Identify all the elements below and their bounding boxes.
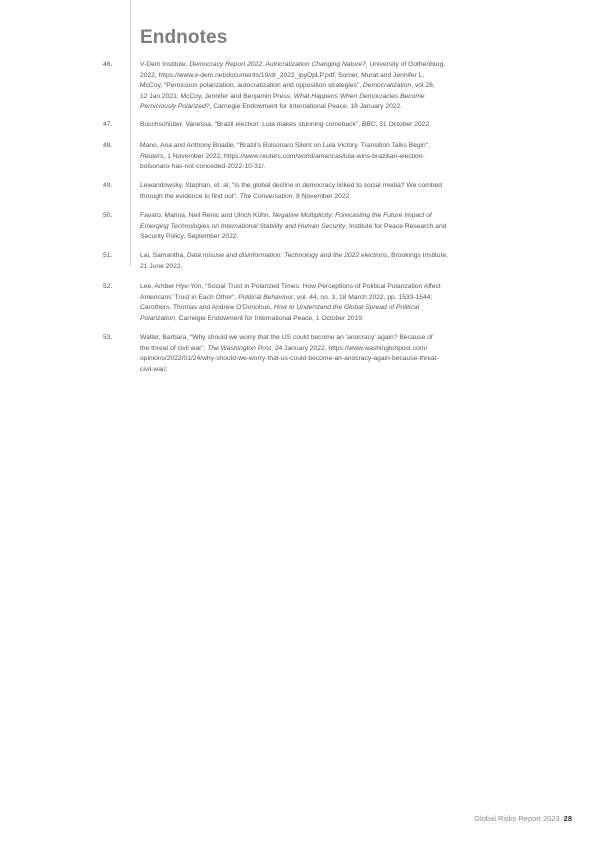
footer-report-title: Global Risks Report 2023 (474, 814, 560, 823)
endnote-47 (0, 120, 600, 141)
endnote-line: Reuters, 1 November 2022, https://www.reuters.com/world/americas/lula-wins-brazilian-election- (140, 152, 425, 160)
endnote-italic-title: Democracy Report 2022: Autocratization Changing Nature? (189, 61, 366, 68)
endnote-number: 48. (103, 142, 113, 149)
endnote-line: Security Policy, September 2022. (140, 233, 239, 241)
endnote-line: 12 Jan 2021; McCoy, Jennifer and Benjamin Press, What Happens When Democracies Become (140, 92, 425, 100)
endnote-italic-title: Polarization (140, 314, 175, 322)
endnote-48 (0, 141, 600, 181)
endnote-line: through the evidence to find out”, The Conversation, 8 November 2022. (140, 192, 352, 200)
endnote-49 (0, 181, 600, 211)
endnote-line: Lewandowsky, Stephan, et. al, “Is the global decline in democracy linked to social media? We combed (140, 182, 442, 189)
page-footer (474, 814, 572, 823)
page-title: Endnotes (140, 27, 228, 48)
endnote-number: 47. (103, 121, 113, 128)
endnote-text (140, 60, 470, 113)
endnote-52 (0, 282, 600, 333)
endnote-line: civil-war/. (140, 365, 168, 373)
endnote-line: opinions/2022/01/24/why-should-we-worry-that-us-could-become-an-anocracy-again-because-threat- (140, 355, 439, 363)
endnote-line: Perniciously Polarized?, Carnegie Endowment for International Peace, 18 January 2022. (140, 103, 403, 111)
endnote-italic-title: Emerging Technologies on International Stability and Human Security (140, 222, 346, 230)
endnote-line: Americans’ Trust in Each Other”, Political Behaviour, vol. 44, no. 3, 18 March 2022, pp. 1533-1544; (140, 293, 433, 301)
endnote-italic-title: Perniciously Polarized? (140, 103, 210, 111)
endnote-number: 51. (103, 252, 113, 259)
endnote-line: bolsonaro-has-not-conceded-2022-10-31/. (140, 163, 266, 171)
endnote-italic-title: Negative Multiplicity: Forecasting the Future Impact of (272, 212, 432, 219)
endnote-number: 46. (103, 61, 113, 68)
endnote-text (140, 251, 470, 272)
endnote-line: Lai, Samantha, Data misuse and disinformation: Technology and the 2022 elections, Brookings Institute, (140, 252, 448, 259)
endnote-text (140, 141, 470, 173)
endnote-number: 52. (103, 283, 113, 290)
endnote-text (140, 282, 470, 324)
endnote-line: 2022, https://www.v-dem.net/documents/19/dr_2022_ipyOpLP.pdf; Somer, Murat and Jennifer L. (140, 71, 425, 79)
endnote-number: 50. (103, 212, 113, 219)
endnote-line: Carothers, Thomas and Andrew O’Donohue, How to Understand the Global Spread of Political (140, 304, 420, 312)
endnote-line: Favaro, Marina, Neil Renic and Ulrich Kühn, Negative Multiplicity: Forecasting the Future Impact of (140, 212, 432, 219)
endnote-53 (0, 333, 600, 373)
endnote-line: Lee, Amber Hye-Yon, “Social Trust in Polarized Times: How Perceptions of Political Polarization Affect (140, 283, 441, 290)
endnote-number: 53. (103, 334, 113, 341)
endnote-italic-title: Data misuse and disinformation: Technology and the 2022 elections (186, 252, 388, 259)
endnote-line: McCoy, “Pernicious polarization, autocratization and opposition strategies”, Democratization, vol 28, (140, 82, 435, 90)
endnotes-list (0, 60, 600, 373)
endnote-italic-title: BBC (361, 121, 376, 128)
endnote-text (140, 181, 470, 202)
endnote-line: Emerging Technologies on International Stability and Human Security, Institute for Peace Research and (140, 222, 447, 230)
endnote-italic-title: Reuters (140, 152, 164, 160)
endnote-50 (0, 211, 600, 251)
endnote-italic-title: Democratization (362, 82, 412, 90)
endnote-line: 21 June 2022. (140, 262, 183, 270)
endnote-italic-title: The Washington Post (207, 344, 272, 352)
endnote-italic-title: What Happens When Democracies Become (293, 92, 425, 100)
endnote-number: 49. (103, 182, 113, 189)
endnote-text (140, 120, 470, 131)
endnote-italic-title: The Conversation (239, 192, 293, 200)
endnote-line: Walter, Barbara, “Why should we worry that the US could become an ‘anocracy’ again? Because of (140, 334, 433, 341)
endnote-text (140, 211, 470, 243)
endnote-51 (0, 251, 600, 282)
endnote-line: the threat of civil war”, The Washington Post, 24 January 2022, https://www.washingtonpost.com/ (140, 344, 428, 352)
endnote-italic-title: How to Understand the Global Spread of Political (273, 304, 420, 312)
endnote-italic-title: Political Behaviour (238, 293, 294, 301)
endnote-line: Mano, Ana and Anthony Boadle, “Brazil’s Bolsonaro Silent on Lula Victory, Transition Talks Begin”, (140, 142, 430, 149)
endnote-46 (0, 60, 600, 120)
endnote-line: V-Dem Institute, Democracy Report 2022: Autocratization Changing Nature?, University of Gothenburg, (140, 61, 446, 68)
footer-page-number: 28 (563, 814, 572, 823)
endnote-line: Polarization, Carnegie Endowment for International Peace, 1 October 2019. (140, 314, 364, 322)
endnote-text (140, 333, 470, 375)
endnote-line: Buschschlüter, Vanessa, “Brazil election: Lula makes stunning comeback”, BBC, 31 October 2022. (140, 121, 431, 128)
